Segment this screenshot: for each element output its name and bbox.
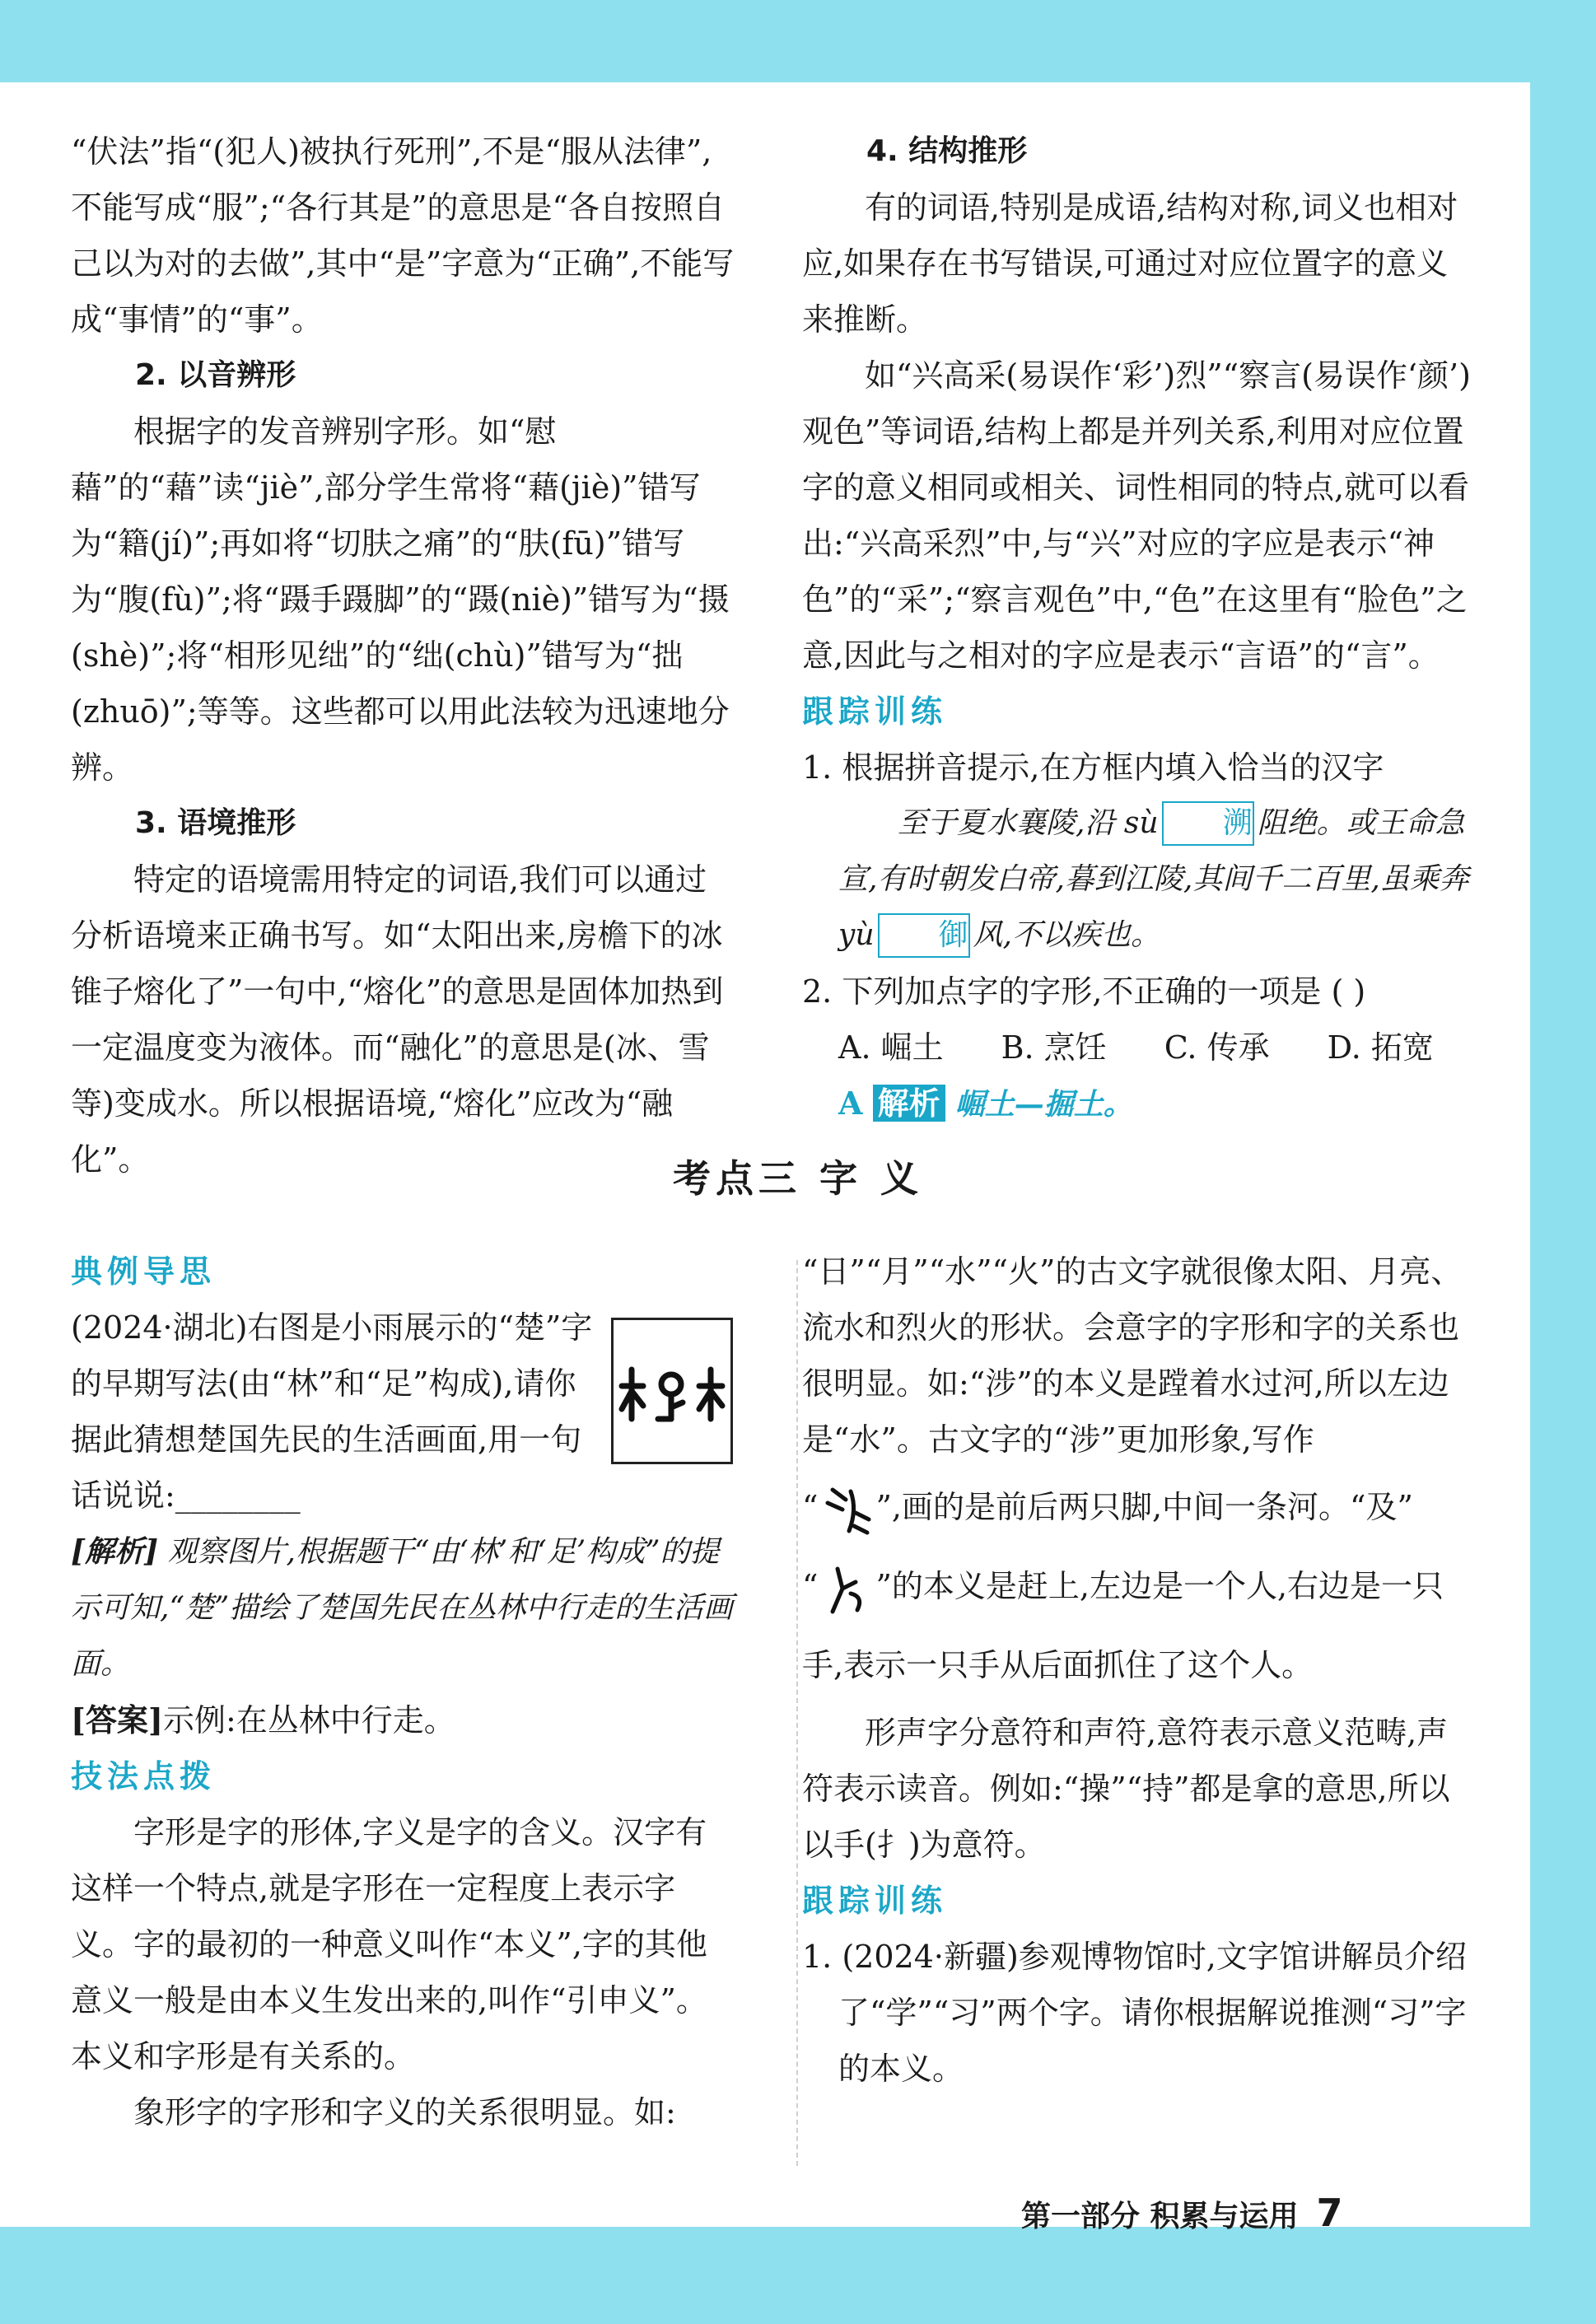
answer-block — [71, 1692, 735, 1748]
footer-section-label: 第一部分 积累与运用 — [1021, 2200, 1299, 2233]
page-footer — [1021, 2191, 1343, 2235]
right-top-column — [802, 124, 1476, 1132]
chu-glyph-drawing — [614, 1320, 730, 1462]
heading-jiegoutuixing: 4. 结构推形 — [866, 134, 1028, 168]
option-c[interactable]: C. 传承 — [1164, 1029, 1270, 1066]
quote-open: “ — [802, 1489, 819, 1525]
paragraph-yinbianxing: 根据字的发音辨别字形。如“慰藉”的“藉”读“jiè”,部分学生常将“藉(jiè)”错写为“籍(jí)”;再如将“切肤之痛”的“肤(fū)”错写为“腹(fù)”;将“蹑手蹑脚”的“蹑(niè)”错写为“摄(shè)”;将“相形见绌”的“绌(chù)”错写为“拙(zhuō)”;等等。这些都可以用此法较为迅速地分辨。 — [71, 413, 730, 786]
answer-box-yu[interactable]: 御 — [878, 913, 970, 958]
left-top-column — [71, 124, 735, 1188]
paragraph-jiegou-1: 有的词语,特别是成语,结构对称,词义也相对应,如果存在书写错误,可通过对应位置字的意义来推断。 — [802, 189, 1458, 338]
option-d[interactable]: D. 拓宽 — [1327, 1029, 1434, 1066]
question-1-passage — [802, 796, 1476, 964]
she-glyph-text: ”,画的是前后两只脚,中间一条河。“及” — [875, 1489, 1413, 1525]
paragraph-she-glyph — [802, 1468, 1476, 1547]
question-2: 2. 下列加点字的字形,不正确的一项是 ( ) — [802, 973, 1366, 1010]
heading-yinbianxing: 2. 以音辨形 — [135, 358, 296, 392]
answer-box-su[interactable]: 溯 — [1162, 801, 1254, 846]
paragraph-ji-glyph — [802, 1547, 1476, 1705]
ji-ancient-glyph-image — [818, 1564, 875, 1615]
question-1: 1. 根据拼音提示,在方框内填入恰当的汉字 — [802, 749, 1384, 786]
she-ancient-glyph-image — [818, 1485, 875, 1536]
analysis-label: 解析 — [873, 1085, 945, 1122]
heading-yujingtuixing: 3. 语境推形 — [135, 806, 296, 840]
paragraph-guwenzi: “日”“月”“水”“火”的古文字就很像太阳、月亮、流水和烈火的形状。会意字的字形和字的关系也很明显。如:“涉”的本义是蹚着水过河,所以左边是“水”。古文字的“涉”更加形象,写作 — [802, 1253, 1463, 1458]
chu-ancient-glyph-image — [611, 1318, 733, 1464]
paragraph-xingsheng: 形声字分意符和声符,意符表示意义范畴,声符表示读音。例如:“操”“持”都是拿的意思,所以以手(扌)为意符。 — [802, 1715, 1450, 1863]
passage-part-c: 风,不以疾也。 — [973, 918, 1160, 952]
answer-text: 示例:在丛林中行走。 — [162, 1702, 455, 1738]
tag-genzong-xunlian-2: 跟踪训练 — [802, 1883, 948, 1919]
passage-part-a: 至于夏水襄陵,沿 sù — [898, 806, 1159, 840]
analysis-block — [71, 1524, 735, 1692]
answer-bracket-label: [答案] — [71, 1701, 163, 1738]
page-number: 7 — [1316, 2191, 1343, 2235]
passage-part-b: 阻绝。或王命急宣,有时朝发白帝,暮到江陵,其间千二百里,虽乘奔 yù — [838, 806, 1469, 952]
question-3: 1. (2024·新疆)参观博物馆时,文字馆讲解员介绍了“学”“习”两个字。请你根据解说推测“习”字的本义。 — [802, 1939, 1467, 2087]
paragraph-jiegou-2: 如“兴高采(易误作‘彩’)烈”“察言(易误作‘颜’)观色”等词语,结构上都是并列关系,利用对应位置字的意义相同或相关、词性相同的特点,就可以看出:“兴高采烈”中,与“兴”对应的字应是表示“神色”的“采”;“察言观色”中,“色”在这里有“脸色”之意,因此与之相对的字应是表示“言语”的“言”。 — [802, 357, 1471, 674]
section-title: 考点三 字 义 — [672, 1156, 924, 1201]
question-2-answer — [802, 1076, 1476, 1132]
top-color-band — [0, 0, 1596, 82]
analysis-text: 观察图片,根据题干“由‘林’和‘足’构成”的提示可知,“楚”描绘了楚国先民在丛林中行走的生活画面。 — [71, 1535, 734, 1681]
bottom-color-band — [0, 2227, 1596, 2324]
tag-dianli-daosi: 典例导思 — [71, 1253, 217, 1290]
analysis-bracket-label: [解析] — [71, 1534, 159, 1569]
paragraph-xiangxing: 象形字的字形和字义的关系很明显。如: — [133, 2094, 676, 2130]
example-question: (2024·湖北)右图是小雨展示的“楚”字的早期写法(由“林”和“足”构成),请你据此猜想楚国先民的生活画面,用一句话说说:________ — [71, 1309, 593, 1514]
tag-genzong-xunlian: 跟踪训练 — [802, 693, 948, 730]
analysis-note: 崛土—掘土。 — [954, 1087, 1133, 1122]
quote-open-2: “ — [802, 1568, 819, 1604]
ji-glyph-text: ”的本义是赶上,左边是一个人,右边是一只手,表示一只手从后面抓住了这个人。 — [802, 1568, 1444, 1683]
tag-jifa-dianbo: 技法点拨 — [71, 1758, 217, 1794]
right-bottom-column — [802, 1244, 1476, 2097]
column-divider — [796, 1260, 798, 2166]
answer-letter: A — [838, 1085, 863, 1122]
paragraph-yujingtuixing: 特定的语境需用特定的词语,我们可以通过分析语境来正确书写。如“太阳出来,房檐下的冰锥子熔化了”一句中,“熔化”的意思是固体加热到一定温度变为液体。而“融化”的意思是(冰、雪等)变成水。所以根据语境,“熔化”应改为“融化”。 — [71, 861, 724, 1178]
question-2-options — [802, 1020, 1476, 1076]
paragraph-zixing-ziyi: 字形是字的形体,字义是字的含义。汉字有这样一个特点,就是字形在一定程度上表示字义。字的最初的一种意义叫作“本义”,字的其他意义一般是由本义生发出来的,叫作“引申义”。本义和字形是有关系的。 — [71, 1814, 707, 2074]
option-a[interactable]: A. 崛土 — [838, 1029, 944, 1066]
option-b[interactable]: B. 烹饪 — [1001, 1029, 1107, 1066]
paragraph-fufa: “伏法”指“(犯人)被执行死刑”,不是“服从法律”,不能写成“服”;“各行其是”的意思是“各自按照自己以为对的去做”,其中“是”字意为“正确”,不能写成“事情”的“事”。 — [71, 133, 735, 338]
